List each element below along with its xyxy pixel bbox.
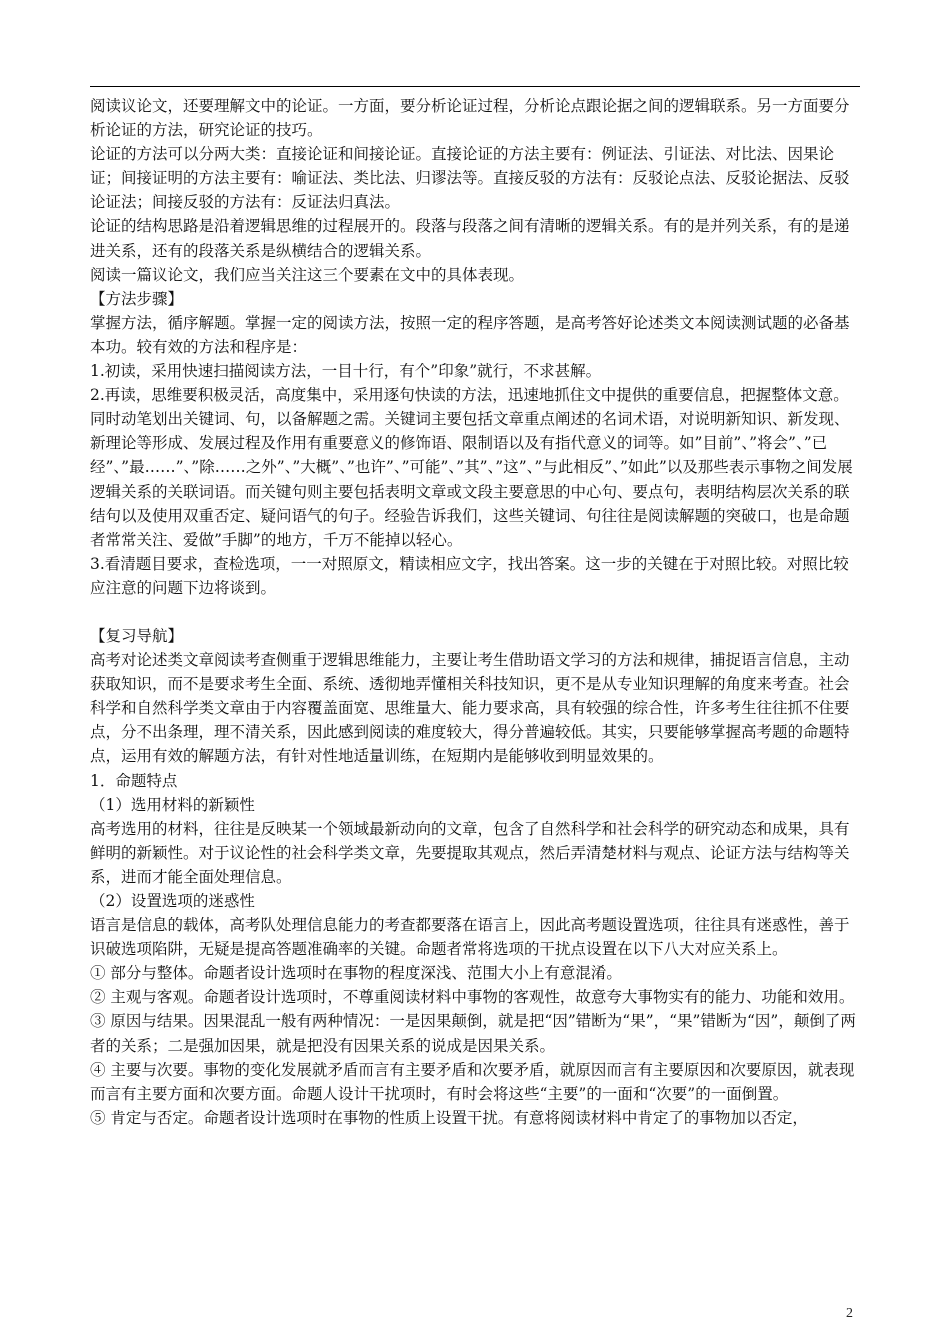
- section-heading-review-guide: 【复习导航】: [90, 626, 184, 645]
- paragraph: 论证的方法可以分两大类：直接论证和间接论证。直接论证的方法主要有：例证法、引证法、对比法、因果论证；间接证明的方法主要有：喻证法、类比法、归谬法等。直接反驳的方法有：反驳论点法、反驳论据法、反驳论证法；间接反驳的方法有：反证法归真法。: [90, 145, 850, 212]
- header-rule: [90, 86, 860, 87]
- subheading: 1．命题特点: [90, 771, 178, 790]
- paragraph: 论证的结构思路是沿着逻辑思维的过程展开的。段落与段落之间有清晰的逻辑关系。有的是并列关系，有的是递进关系，还有的段落关系是纵横结合的逻辑关系。: [90, 217, 850, 260]
- body-text: [90, 94, 862, 1130]
- paragraph: 高考选用的材料，往往是反映某一个领域最新动向的文章，包含了自然科学和社会科学的研究动态和成果，具有鲜明的新颖性。对于议论性的社会科学类文章，先要提取其观点，然后弄清楚材料与观点、论证方法与结构等关系，进而才能全面处理信息。: [90, 819, 850, 886]
- list-item: ⑤ 肯定与否定。命题者设计选项时在事物的性质上设置干扰。有意将阅读材料中肯定了的事物加以否定，: [90, 1108, 808, 1127]
- section-heading-method-steps: 【方法步骤】: [90, 289, 184, 308]
- blank-line: [90, 600, 862, 624]
- paragraph: 语言是信息的载体，高考队处理信息能力的考查都要落在语言上，因此高考题设置选项，往往具有迷惑性，善于识破选项陷阱，无疑是提高答题准确率的关键。命题者常将选项的干扰点设置在以下八大对应关系上。: [90, 916, 850, 959]
- paragraph: 掌握方法，循序解题。掌握一定的阅读方法，按照一定的程序答题，是高考答好论述类文本阅读测试题的必备基本功。较有效的方法和程序是：: [90, 313, 850, 356]
- step-item: 2.再读，思维要积极灵活，高度集中，采用逐句快读的方法，迅速地抓住文中提供的重要信息，把握整体文意。同时动笔划出关键词、句，以备解题之需。关键词主要包括文章重点阐述的名词术语，对说明新知识、新发现、新理论等形成、发展过程及作用有重要意义的修饰语、限制语以及有指代意义的词等。如”目前”、”将会”、”已经”、”最……”、”除……之外”、”大概”、”也许”、”可能”、”其”、”这”、”与此相反”、”如此”以及那些表示事物之间发展逻辑关系的关联词语。而关键句则主要包括表明文章或文段主要意思的中心句、要点句，表明结构层次关系的联结句以及使用双重否定、疑问语气的句子。经验告诉我们，这些关键词、句往往是阅读解题的突破口，也是命题者常常关注、爱做”手脚”的地方，千万不能掉以轻心。: [90, 386, 853, 549]
- paragraph: 阅读议论文，还要理解文中的论证。一方面，要分析论证过程，分析论点跟论据之间的逻辑联系。另一方面要分析论证的方法，研究论证的技巧。: [90, 97, 850, 140]
- step-item: 3.看清题目要求，查检选项，一一对照原文，精读相应文字，找出答案。这一步的关键在于对照比较。对照比较应注意的问题下边将谈到。: [90, 554, 849, 597]
- paragraph: 阅读一篇议论文，我们应当关注这三个要素在文中的具体表现。: [90, 265, 525, 284]
- list-item: ③ 原因与结果。因果混乱一般有两种情况：一是因果颠倒，就是把“因”错断为“果”，“果”错断为“因”，颠倒了两者的关系；二是强加因果，就是把没有因果关系的说成是因果关系。: [90, 1012, 856, 1055]
- subheading: （1）选用材料的新颖性: [90, 795, 255, 814]
- page-number: 2: [846, 1306, 853, 1321]
- list-item: ① 部分与整体。命题者设计选项时在事物的程度深浅、范围大小上有意混淆。: [90, 964, 622, 983]
- step-item: 1.初读，采用快速扫描阅读方法，一目十行，有个”印象”就行，不求甚解。: [90, 362, 602, 381]
- list-item: ② 主观与客观。命题者设计选项时，不尊重阅读材料中事物的客观性，故意夸大事物实有的能力、功能和效用。: [90, 988, 855, 1007]
- paragraph: 高考对论述类文章阅读考查侧重于逻辑思维能力，主要让考生借助语文学习的方法和规律，捕捉语言信息，主动获取知识，而不是要求考生全面、系统、透彻地弄懂相关科技知识，更不是从专业知识理解的角度来考查。社会科学和自然科学类文章由于内容覆盖面宽、思维量大、能力要求高，具有较强的综合性，许多考生往往抓不住要点，分不出条理，理不清关系，因此感到阅读的难度较大，得分普遍较低。其实，只要能够掌握高考题的命题特点，运用有效的解题方法，有针对性地适量训练，在短期内是能够收到明显效果的。: [90, 651, 850, 766]
- subheading: （2）设置选项的迷惑性: [90, 892, 255, 910]
- list-item: ④ 主要与次要。事物的变化发展就矛盾而言有主要矛盾和次要矛盾，就原因而言有主要原因和次要原因，就表现而言有主要方面和次要方面。命题人设计干扰项时，有时会将这些“主要”的一面和“次要”的一面倒置。: [90, 1060, 855, 1103]
